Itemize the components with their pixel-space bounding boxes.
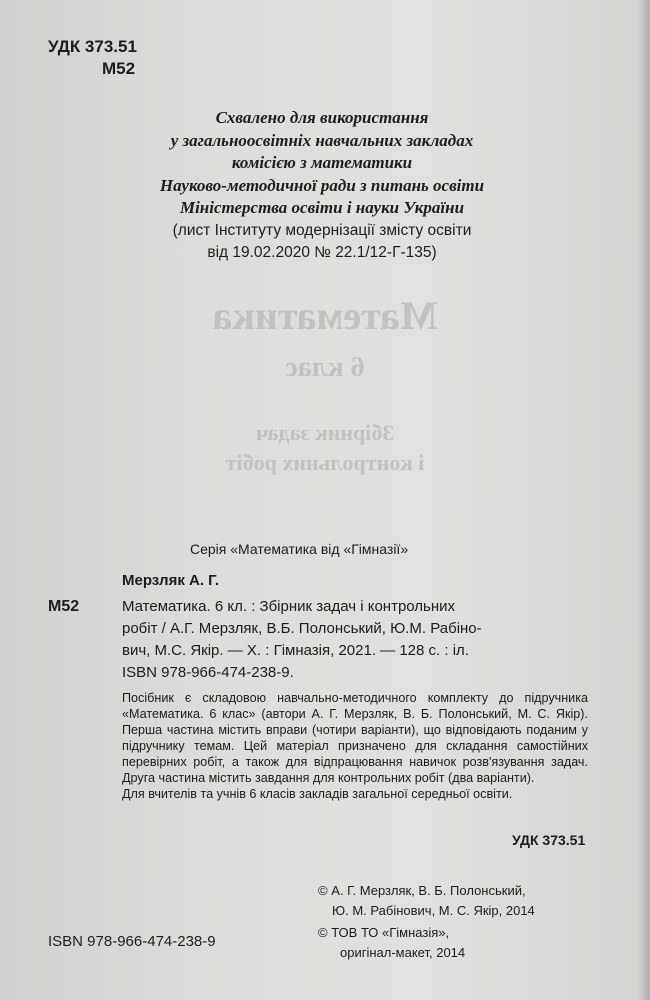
copyright-authors-line-1: © А. Г. Мерзляк, В. Б. Полонський, xyxy=(318,883,526,898)
approval-stamp xyxy=(112,107,532,265)
bleed-through-grade: 6 клас xyxy=(285,352,365,383)
isbn-footer: ISBN 978-966-474-238-9 xyxy=(48,933,216,950)
copyright-publisher xyxy=(318,923,588,962)
approval-letter-line: (лист Інституту модернізації змісту освіти xyxy=(172,221,472,239)
bleed-through-subtitle-1: Збірник задач xyxy=(256,420,394,445)
copyright-publisher-line-1: © ТОВ ТО «Гімназія», xyxy=(318,925,450,940)
copyright-authors xyxy=(318,881,588,920)
abstract-paragraph-1: Посібник є складовою навчально-методичного комплекту до підручника «Математика. 6 клас» (автори А. Г. Мерзляк, В. Б. Полонський, М. С. Якір). Перша частина містить вправи (чотири варіанти), що відповідають поданим у підручнику темам. Цей матеріал призначено для складання самостійних перевірних робіт, а також для відпрацювання навичок розв'язування задач. Друга частина містить завдання для контрольних робіт (два варіанти). xyxy=(122,691,588,785)
approval-line-2: у загальноосвітніх навчальних закладах xyxy=(170,130,474,150)
copyright-authors-line-2: Ю. М. Рабінович, М. С. Якір, 2014 xyxy=(332,902,535,918)
bibliographic-record xyxy=(122,596,590,684)
bleed-through-subtitle-2: і контрольних робіт xyxy=(225,450,425,475)
abstract-paragraph-2: Для вчителів та учнів 6 класів закладів загальної середньої освіти. xyxy=(122,787,513,801)
udc-code: УДК 373.51 xyxy=(48,37,137,56)
biblio-isbn: ISBN 978-966-474-238-9. xyxy=(122,664,294,681)
page-edge-shadow xyxy=(638,0,650,1000)
approval-line-5: Міністерства освіти і науки України xyxy=(179,198,465,217)
biblio-line-1: Математика. 6 кл. : Збірник задач і контрольних xyxy=(122,598,456,615)
approval-line-1: Схвалено для використання xyxy=(215,108,429,127)
approval-line-4: Науково-методичної ради з питань освіти xyxy=(159,175,485,195)
biblio-line-2: робіт / А.Г. Мерзляк, В.Б. Полонський, Ю.М. Рабіно- xyxy=(122,620,482,637)
biblio-line-3: вич, М.С. Якір. — Х. : Гімназія, 2021. — 128 с. : іл. xyxy=(122,642,469,659)
series-title: Серія «Математика від «Гімназії» xyxy=(190,541,409,557)
author-name: Мерзляк А. Г. xyxy=(122,572,219,589)
copyright-publisher-line-2: оригінал-макет, 2014 xyxy=(340,944,466,960)
udc-index: М52 xyxy=(102,59,136,78)
approval-line-3: комісією з математики xyxy=(231,153,413,172)
abstract xyxy=(122,690,588,802)
udc-header xyxy=(48,36,137,80)
library-index: М52 xyxy=(48,598,80,615)
bleed-through-title: Математика xyxy=(212,293,438,338)
approval-date-line: від 19.02.2020 № 22.1/12-Г-135) xyxy=(207,244,437,261)
udc-footer-code: УДК 373.51 xyxy=(512,832,586,848)
